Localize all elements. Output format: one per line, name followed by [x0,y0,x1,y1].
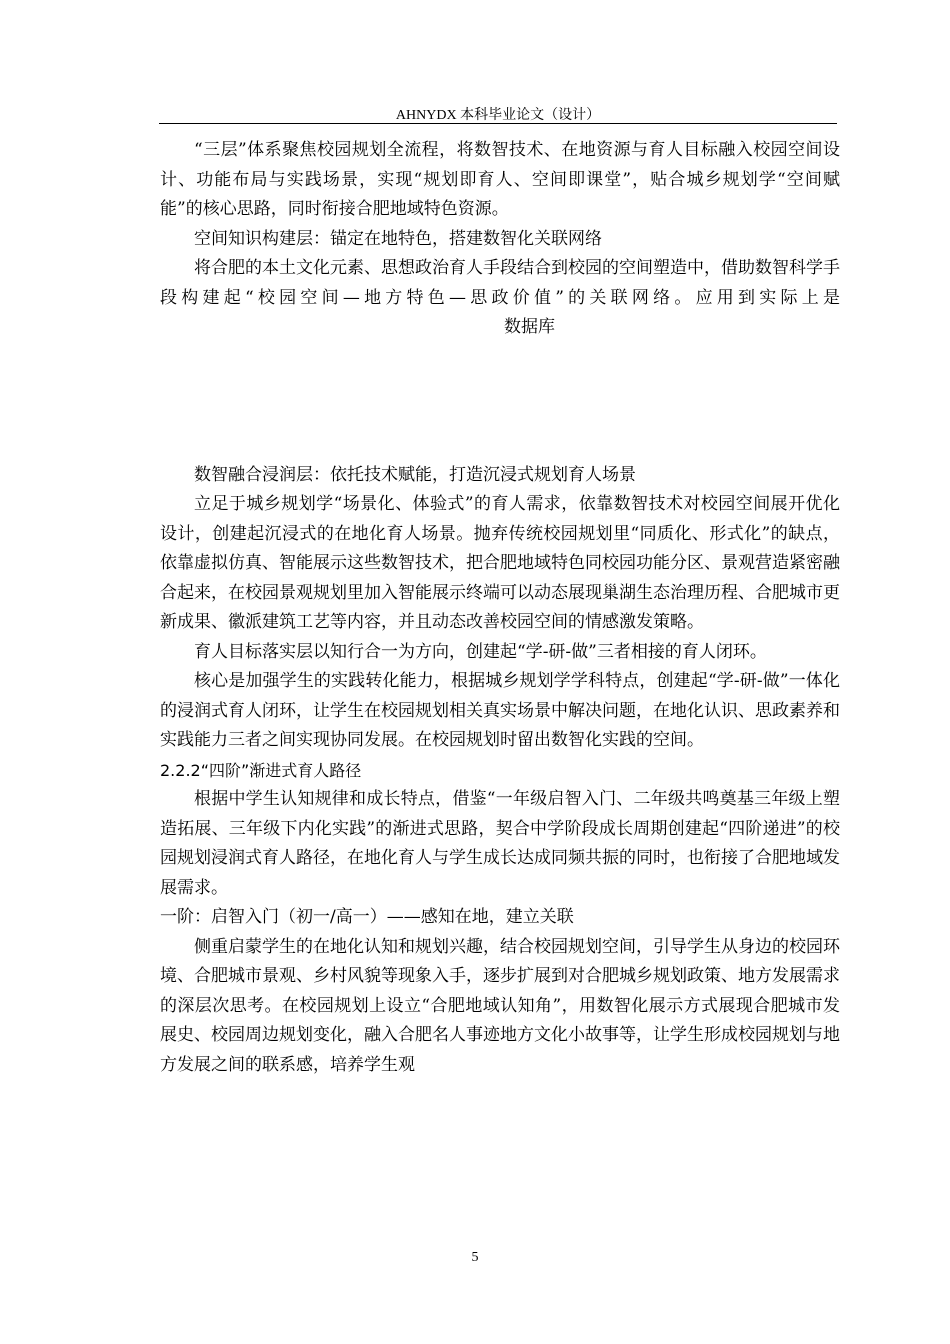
paragraph-stage-one-body: 侧重启蒙学生的在地化认知和规划兴趣，结合校园规划空间，引导学生从身边的校园环境、合肥城市景观、乡村风貌等现象入手，逐步扩展到对合肥城乡规划政策、地方发展需求的深层次思考。在校园规划上设立“合肥地域认知角”，用数智化展示方式展现合肥城市发展史、校园周边规划变化，融入合肥名人事迹地方文化小故事等，让学生形成校园规划与地方发展之间的联系感，培养学生观 [160,936,840,1075]
section-heading-2-2-2: 2.2.2“四阶”渐进式育人路径 [160,760,362,780]
paragraph-three-layer-system: “三层”体系聚焦校园规划全流程，将数智技术、在地资源与育人目标融入校园空间设计、功能布局与实践场景，实现“规划即育人、空间即课堂”，贴合城乡规划学“空间赋能”的核心思路，同时衔接合肥地域特色资源。 [160,140,840,219]
paragraph-digital-immersion-layer: 数智融合浸润层：依托技术赋能，打造沉浸式规划育人场景 [194,464,636,485]
header-rule [159,123,837,124]
page-number: 5 [471,1250,479,1265]
blank-space [160,343,840,461]
running-header: AHNYDX 本科毕业论文（设计） [395,108,601,123]
paragraph-four-stage-path: 根据中学生认知规律和成长特点，借鉴“一年级启智入门、二年级共鸣奠基三年级上塑造拓展、三年级下内化实践”的渐进式思路，契合中学阶段成长周期创建起“四阶递进”的校园规划浸润式育人路径，在地化育人与学生成长达成同频共振的同时，也衔接了合肥地域发展需求。 [160,789,840,898]
database-text: 数据库 [504,317,555,337]
paragraph-spatial-knowledge-body [160,254,840,343]
paragraph-digital-immersion-body: 立足于城乡规划学“场景化、体验式”的育人需求，依靠数智技术对校园空间展开优化设计，创建起沉浸式的在地化育人场景。抛弃传统校园规划里“同质化、形式化”的缺点，依靠虚拟仿真、智能展示这些数智技术，把合肥地域特色同校园功能分区、景观营造紧密融合起来，在校园景观规划里加入智能展示终端可以动态展现巢湖生态治理历程、合肥城市更新成果、徽派建筑工艺等内容，并且动态改善校园空间的情感激发策略。 [160,494,840,632]
paragraph-text: 将合肥的本土文化元素、思想政治育人手段结合到校园的空间塑造中，借助数智科学手段构建起“校园空间—地方特色—思政价值”的关联网络。应用到实际上是 [160,258,840,308]
paragraph-education-goal-layer: 育人目标落实层以知行合一为方向，创建起“学-研-做”三者相接的育人闭环。 [194,641,767,662]
document-body [160,136,840,1080]
stage-one-title: 一阶：启智入门（初一/高一）——感知在地，建立关联 [160,907,574,927]
paragraph-spatial-knowledge-layer: 空间知识构建层：锚定在地特色，搭建数智化关联网络 [194,228,602,249]
paragraph-practice-loop: 核心是加强学生的实践转化能力，根据城乡规划学学科特点，创建起“学-研-做”一体化的浸润式育人闭环，让学生在校园规划相关真实场景中解决问题，在地化认识、思政素养和实践能力三者之间实现协同发展。在校园规划时留出数智化实践的空间。 [160,671,840,750]
